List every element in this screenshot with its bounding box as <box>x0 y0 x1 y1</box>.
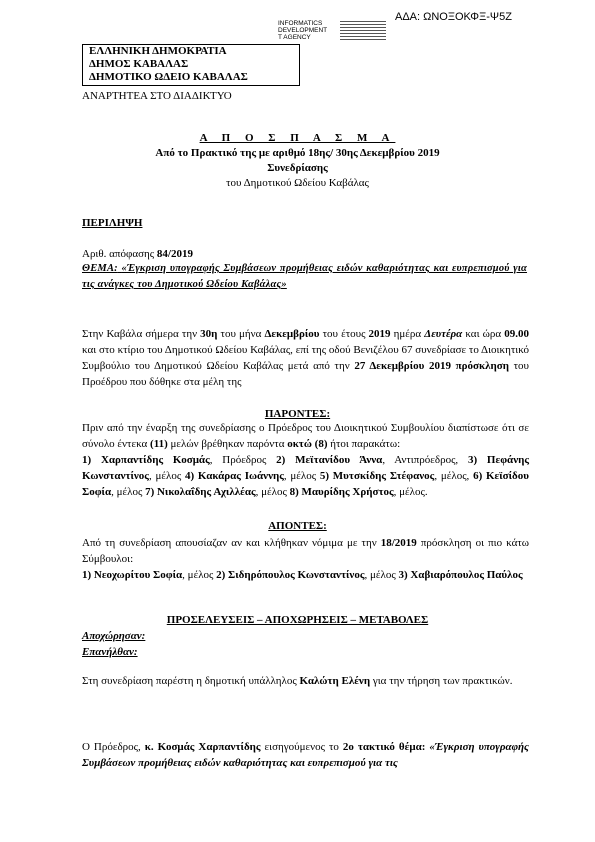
intro-time: 09.00 <box>504 328 530 340</box>
document-title: Α Π Ο Σ Π Α Σ Μ Α <box>199 132 396 144</box>
president-text: Ο Πρόεδρος, <box>82 741 145 753</box>
intro-text: και στο κτίριο του Δημοτικού Ωδείου Καβάλας, επί της οδού Βενιζέλου 67 συνεδρίασε το Διοικητικό Συμβούλιο του Δημοτικού Ωδείου Καβάλας μετά από την <box>82 344 529 372</box>
ada-code: ΑΔΑ: ΩΝΟΞΟΚΦΞ-Ψ5Ζ <box>395 11 512 23</box>
present-paragraph <box>82 420 529 500</box>
intro-text: ημέρα <box>390 328 425 340</box>
header-municipality: ΔΗΜΟΣ ΚΑΒΑΛΑΣ <box>89 58 189 70</box>
absent-member-role: , μέλος <box>364 569 399 581</box>
secretary-paragraph <box>82 673 529 689</box>
logo-small-print <box>340 21 386 42</box>
returned-label: Επανήλθαν: <box>82 646 138 658</box>
present-member-name: 1) Χαρπαντίδης Κοσμάς <box>82 454 210 466</box>
intro-text: του μήνα <box>217 328 265 340</box>
decision-subject <box>82 261 527 293</box>
present-text: μελών βρέθηκαν παρόντα <box>167 438 288 450</box>
present-count: οκτώ (8) <box>287 438 328 450</box>
intro-month: Δεκεμβρίου <box>264 328 320 340</box>
absent-invite-number: 18/2019 <box>380 537 417 549</box>
posted-online-note: ΑΝΑΡΤΗΤΕΑ ΣΤΟ ΔΙΑΔΙΚΤΥΟ <box>82 90 232 102</box>
intro-text: του έτους <box>319 328 369 340</box>
president-name: κ. Κοσμάς Χαρπαντίδης <box>144 741 261 753</box>
subject-text: «Έγκριση υπογραφής Συμβάσεων προμήθειας ειδών καθαριότητας και ευπρεπισμού για τις ανάγκες του Δημοτικού Ωδείου Καβάλας» <box>82 263 528 290</box>
absent-member-name: 2) Σιδηρόπουλος Κωνσταντίνος <box>216 569 365 581</box>
present-member-role: , Αντιπρόεδρος, <box>382 454 468 466</box>
decision-number-value: 84/2019 <box>156 248 193 260</box>
absent-member-name: 3) Χαβιαρόπουλος Παύλος <box>398 569 523 581</box>
header-republic: ΕΛΛΗΝΙΚΗ ΔΗΜΟΚΡΑΤΙΑ <box>89 45 227 57</box>
president-topic: 2ο τακτικό θέμα: <box>342 741 426 753</box>
present-member-role: , μέλος. <box>393 486 428 498</box>
present-total: (11) <box>150 438 168 450</box>
intro-day: 30η <box>200 328 218 340</box>
intro-year: 2019 <box>368 328 391 340</box>
absent-heading: ΑΠΟΝΤΕΣ: <box>268 520 327 532</box>
intro-text: και ώρα <box>462 328 505 340</box>
present-member-name: 3) Πεφάνης Κωνσταντίνος <box>82 454 529 482</box>
conservatory-label: του Δημοτικού Ωδείου Καβάλας <box>226 177 369 189</box>
logo-word-3: T AGENCY <box>278 34 311 41</box>
present-member-name: 2) Μεϊτανίδου Άννα <box>276 454 383 466</box>
intro-invite-date: 27 Δεκεμβρίου 2019 <box>354 360 451 372</box>
secretary-text: για την τήρηση των πρακτικών. <box>370 675 513 687</box>
president-topic-text: «Έγκριση υπογραφής Συμβάσεων προμήθειας ειδών καθαριότητας και ευπρεπισμού για τις <box>82 741 529 769</box>
organization-box <box>82 44 300 86</box>
minutes-reference: Από το Πρακτικό της με αριθμό 18ης/ 30ης Δεκεμβρίου 2019 <box>155 147 440 159</box>
present-member-role: , μέλος <box>283 470 320 482</box>
absent-text: Από τη συνεδρίαση απουσίαζαν αν και κλήθηκαν νόμιμα με την <box>82 537 381 549</box>
present-member-role: , μέλος <box>148 470 185 482</box>
intro-weekday: Δευτέρα <box>424 328 463 340</box>
present-text: ήτοι παρακάτω: <box>327 438 401 450</box>
present-member-name: 4) Κακάρας Ιωάννης <box>184 470 284 482</box>
summary-heading: ΠΕΡΙΛΗΨΗ <box>82 217 143 229</box>
subject-label: ΘΕΜΑ: <box>82 263 118 274</box>
present-member-role: , μέλος <box>255 486 290 498</box>
present-text: Πριν από την έναρξη της συνεδρίασης ο Πρόεδρος του Διοικητικού Συμβουλίου διαπίστωσε ότι σε σύνολο έντεκα <box>82 422 529 450</box>
absent-member-role: , μέλος <box>182 569 217 581</box>
intro-text: Στην Καβάλα σήμερα την <box>82 328 201 340</box>
present-member-name: 5) Μυτσκίδης Στέφανος <box>319 470 435 482</box>
present-member-name: 8) Μαυρίδης Χρήστος <box>289 486 394 498</box>
logo-word-2: DEVELOPMENT <box>278 27 328 34</box>
present-member-role: , μέλος, <box>434 470 474 482</box>
secretary-text: Στη συνεδρίαση παρέστη η δημοτική υπάλληλος <box>82 675 300 687</box>
present-heading: ΠΑΡΟΝΤΕΣ: <box>264 408 331 420</box>
present-member-role: , μέλος <box>111 486 146 498</box>
departed-label: Αποχώρησαν: <box>82 630 146 642</box>
secretary-name: Καλώτη Ελένη <box>299 675 371 687</box>
president-text: εισηγούμενος το <box>260 741 343 753</box>
logo-word-1: INFORMATICS <box>278 20 323 27</box>
present-member-role: , Πρόεδρος <box>209 454 277 466</box>
absent-text: πρόσκληση οι πιο κάτω Σύμβουλοι: <box>82 537 530 565</box>
absent-paragraph <box>82 535 529 583</box>
intro-invite-word: πρόσκληση <box>455 360 509 372</box>
present-member-name: 6) Κεϊσίδου Σοφία <box>82 470 529 498</box>
present-member-name: 7) Νικολαΐδης Αχιλλέας <box>145 486 256 498</box>
header-conservatory: ΔΗΜΟΤΙΚΟ ΩΔΕΙΟ ΚΑΒΑΛΑΣ <box>89 71 248 83</box>
president-paragraph <box>82 739 529 771</box>
session-label: Συνεδρίασης <box>267 162 328 174</box>
decision-number-label: Αριθ. απόφασης <box>82 248 155 260</box>
decision-number <box>82 246 193 262</box>
intro-text: του Προέδρου που δόθηκε στα μέλη της <box>82 360 530 388</box>
changes-heading: ΠΡΟΣΕΛΕΥΣΕΙΣ – ΑΠΟΧΩΡΗΣΕΙΣ – ΜΕΤΑΒΟΛΕΣ <box>166 614 429 626</box>
intro-paragraph <box>82 326 529 390</box>
logo-wordmark <box>278 20 327 41</box>
absent-member-name: 1) Νεοχωρίτου Σοφία <box>82 569 183 581</box>
